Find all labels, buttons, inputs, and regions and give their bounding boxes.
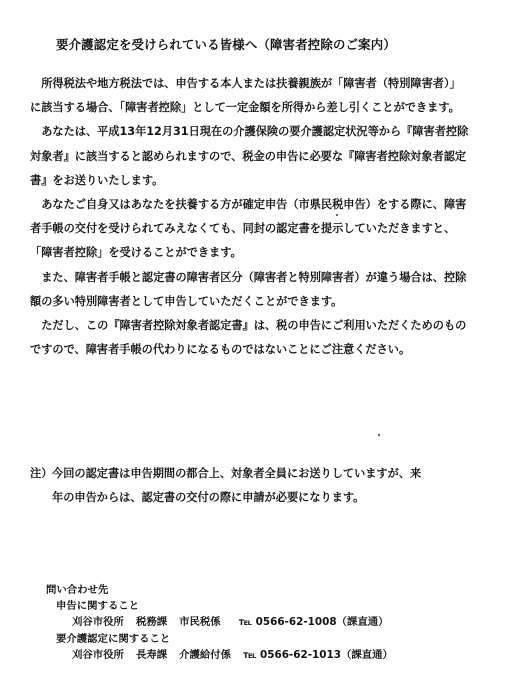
- contact-care-heading: 要介護認定に関すること: [56, 632, 171, 645]
- document-title: 要介護認定を受けられている皆様へ（障害者控除のご案内）: [56, 37, 396, 52]
- paragraph-deduction-overview: 所得税法や地方税法では、申告する本人または扶養親族が「障害者（特別障害者）」に該当する場合、「障害者控除」として一定金額を所得から差し引くことができます。: [30, 77, 461, 115]
- contact-care-office: 刈谷市役所: [72, 648, 124, 661]
- contact-tax-section: 市民税係: [179, 616, 221, 629]
- contact-tax-division: 税務課: [135, 616, 168, 629]
- note-line-1: 今回の認定書は申告期間の都合上、対象者全員にお送りしていますが、来: [52, 467, 422, 480]
- contact-block: [46, 582, 466, 663]
- paragraph-category-difference: また、障害者手帳と認定書の障害者区分（障害者と特別障害者）が違う場合は、控除額の多い特別障害者として申告していただくことができます。: [30, 270, 467, 308]
- phone-icon: ℡: [243, 648, 257, 661]
- contact-care-tel: 0566-62-1013（課直通）: [260, 648, 393, 661]
- note-line-2: 年の申告からは、認定書の交付の際に申請が必要になります。: [52, 491, 365, 505]
- contact-tax-tel: 0566-62-1008（課直通）: [255, 616, 389, 629]
- note-block: [30, 462, 474, 510]
- paragraph-filing-without-handbook: あなたご自身又はあなたを扶養する方が確定申告（市県民税申告）をする際に、障害者手帳の交付を受けられてみえなくても、同封の認定書を提示していただきますと、「障害者控除」を受けることができます。: [30, 198, 467, 260]
- phone-icon: ℡: [238, 616, 252, 629]
- note-label: 注）: [30, 467, 53, 480]
- scan-speck: [378, 434, 380, 436]
- document-body: [30, 72, 470, 362]
- contact-tax-office: 刈谷市役所: [72, 616, 124, 629]
- contact-care-row: [46, 647, 466, 663]
- contact-care-section: 介護給付係: [179, 648, 232, 661]
- paragraph-eligibility: あなたは、平成13年12月31日現在の介護保険の要介護認定状況等から『障害者控除対象者』に該当すると認められますので、税金の申告に必要な『障害者控除対象者認定書』をお送りいたします。: [30, 125, 469, 187]
- contact-heading: 問い合わせ先: [46, 584, 109, 596]
- contact-care-division: 長寿課: [135, 648, 168, 661]
- contact-tax-heading: 申告に関すること: [56, 600, 140, 613]
- paragraph-caution: ただし、この『障害者控除対象者認定書』は、税の申告にご利用いただくためのものですので、障害者手帳の代わりになるものではないことにご注意ください。: [30, 319, 467, 357]
- contact-tax-row: [46, 614, 466, 630]
- scan-speck: [336, 214, 338, 216]
